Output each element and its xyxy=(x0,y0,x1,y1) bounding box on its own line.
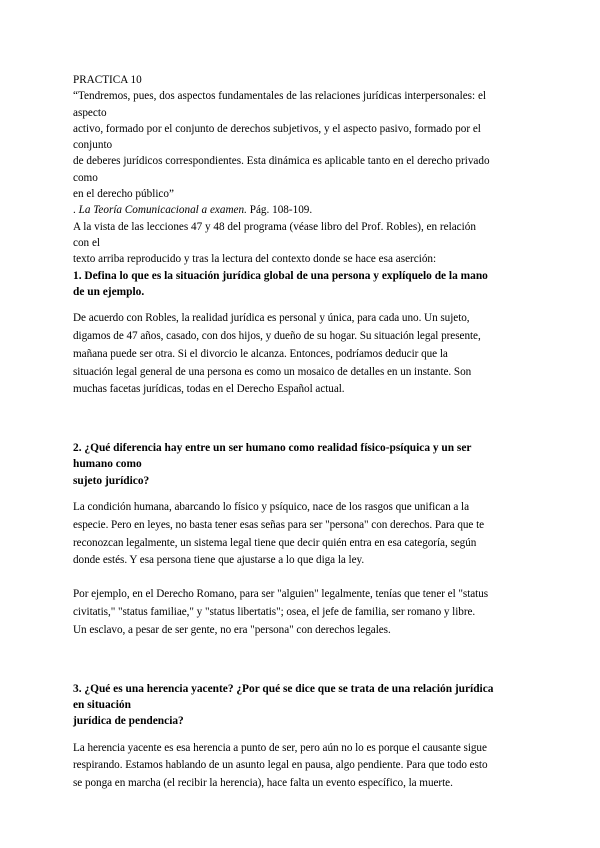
question-heading: 3. ¿Qué es una herencia yacente? ¿Por qué se dice que se trata de una relación jurídica xyxy=(73,682,494,695)
answer-line: Un esclavo, a pesar de ser gente, no era "persona" con derechos legales. xyxy=(73,623,391,636)
question-heading: 2. ¿Qué diferencia hay entre un ser humano como realidad físico-psíquica y un ser xyxy=(73,442,472,455)
question-1 xyxy=(73,268,533,301)
answer-line: La condición humana, abarcando lo físico y psíquico, nace de los rasgos que unifican a la xyxy=(73,501,469,514)
answer-2-paragraph-2 xyxy=(73,586,533,639)
answer-line: mañana puede ser otra. Si el divorcio le alcanza. Entonces, podríamos deducir que la xyxy=(73,347,448,360)
answer-3-paragraph xyxy=(73,740,533,793)
answer-1-paragraph xyxy=(73,310,533,399)
instruction-block xyxy=(73,219,533,268)
answer-line: La herencia yacente es esa herencia a punto de ser, pero aún no lo es porque el causante sigue xyxy=(73,741,487,754)
answer-line: Por ejemplo, en el Derecho Romano, para ser "alguien" legalmente, tenías que tener el "status xyxy=(73,588,489,601)
question-2 xyxy=(73,440,533,489)
question-heading: sujeto jurídico? xyxy=(73,474,150,487)
citation-prefix: . xyxy=(73,204,79,217)
answer-line: muchas facetas jurídicas, todas en el Derecho Español actual. xyxy=(73,383,345,396)
question-heading: humano como xyxy=(73,458,142,471)
answer-line: respirando. Estamos hablando de un asunto legal en pausa, algo pendiente. Para que todo esto xyxy=(73,759,488,772)
answer-line: situación legal general de una persona es como un mosaico de detalles en un instante. Son xyxy=(73,365,472,378)
quote-line: activo, formado por el conjunto de derechos subjetivos, y el aspecto pasivo, formado por el xyxy=(73,122,481,135)
citation xyxy=(73,202,533,218)
quote-block xyxy=(73,88,533,202)
answer-2-paragraph-1 xyxy=(73,499,533,570)
question-heading: en situación xyxy=(73,698,131,711)
citation-title: La Teoría Comunicacional a examen. xyxy=(78,204,247,217)
quote-line: aspecto xyxy=(73,106,107,119)
quote-line: conjunto xyxy=(73,139,113,152)
quote-line: en el derecho público” xyxy=(73,188,174,201)
instruction-line: con el xyxy=(73,236,101,249)
instruction-line: A la vista de las lecciones 47 y 48 del programa (véase libro del Prof. Robles), en relación xyxy=(73,220,476,233)
quote-line: “Tendremos, pues, dos aspectos fundamentales de las relaciones jurídicas interpersonales: el xyxy=(73,90,487,103)
answer-line: donde estés. Y esa persona tiene que ajustarse a lo que diga la ley. xyxy=(73,554,365,567)
answer-line: civitatis," "status familiae," y "status libertatis"; osea, el jefe de familia, ser romano y libre. xyxy=(73,606,476,619)
practice-title: PRACTICA 10 xyxy=(73,74,142,86)
document-page xyxy=(73,72,533,793)
quote-line: de deberes jurídicos correspondientes. Esta dinámica es aplicable tanto en el derecho privado xyxy=(73,155,490,168)
quote-line: como xyxy=(73,171,98,184)
answer-line: se ponga en marcha (el recibir la herencia), hace falta un evento específico, la muerte. xyxy=(73,777,453,790)
citation-pages: Pág. 108-109. xyxy=(246,204,313,217)
question-heading: jurídica de pendencia? xyxy=(73,715,184,728)
instruction-line: texto arriba reproducido y tras la lectura del contexto donde se hace esa aserción: xyxy=(73,253,437,266)
answer-line: especie. Pero en leyes, no basta tener esas señas para ser "persona" con derechos. Para que te xyxy=(73,518,485,531)
question-heading: de un ejemplo. xyxy=(73,285,145,298)
answer-line: De acuerdo con Robles, la realidad jurídica es personal y única, para cada uno. Un sujeto, xyxy=(73,312,470,325)
question-3 xyxy=(73,681,533,730)
answer-line: digamos de 47 años, casado, con dos hijos, y dueño de su hogar. Su situación legal presente, xyxy=(73,329,481,342)
question-heading: 1. Defina lo que es la situación jurídica global de una persona y explíquelo de la mano xyxy=(73,269,488,282)
answer-line: reconozcan legalmente, un sistema legal tiene que decir quién entra en esa categoría, según xyxy=(73,536,477,549)
